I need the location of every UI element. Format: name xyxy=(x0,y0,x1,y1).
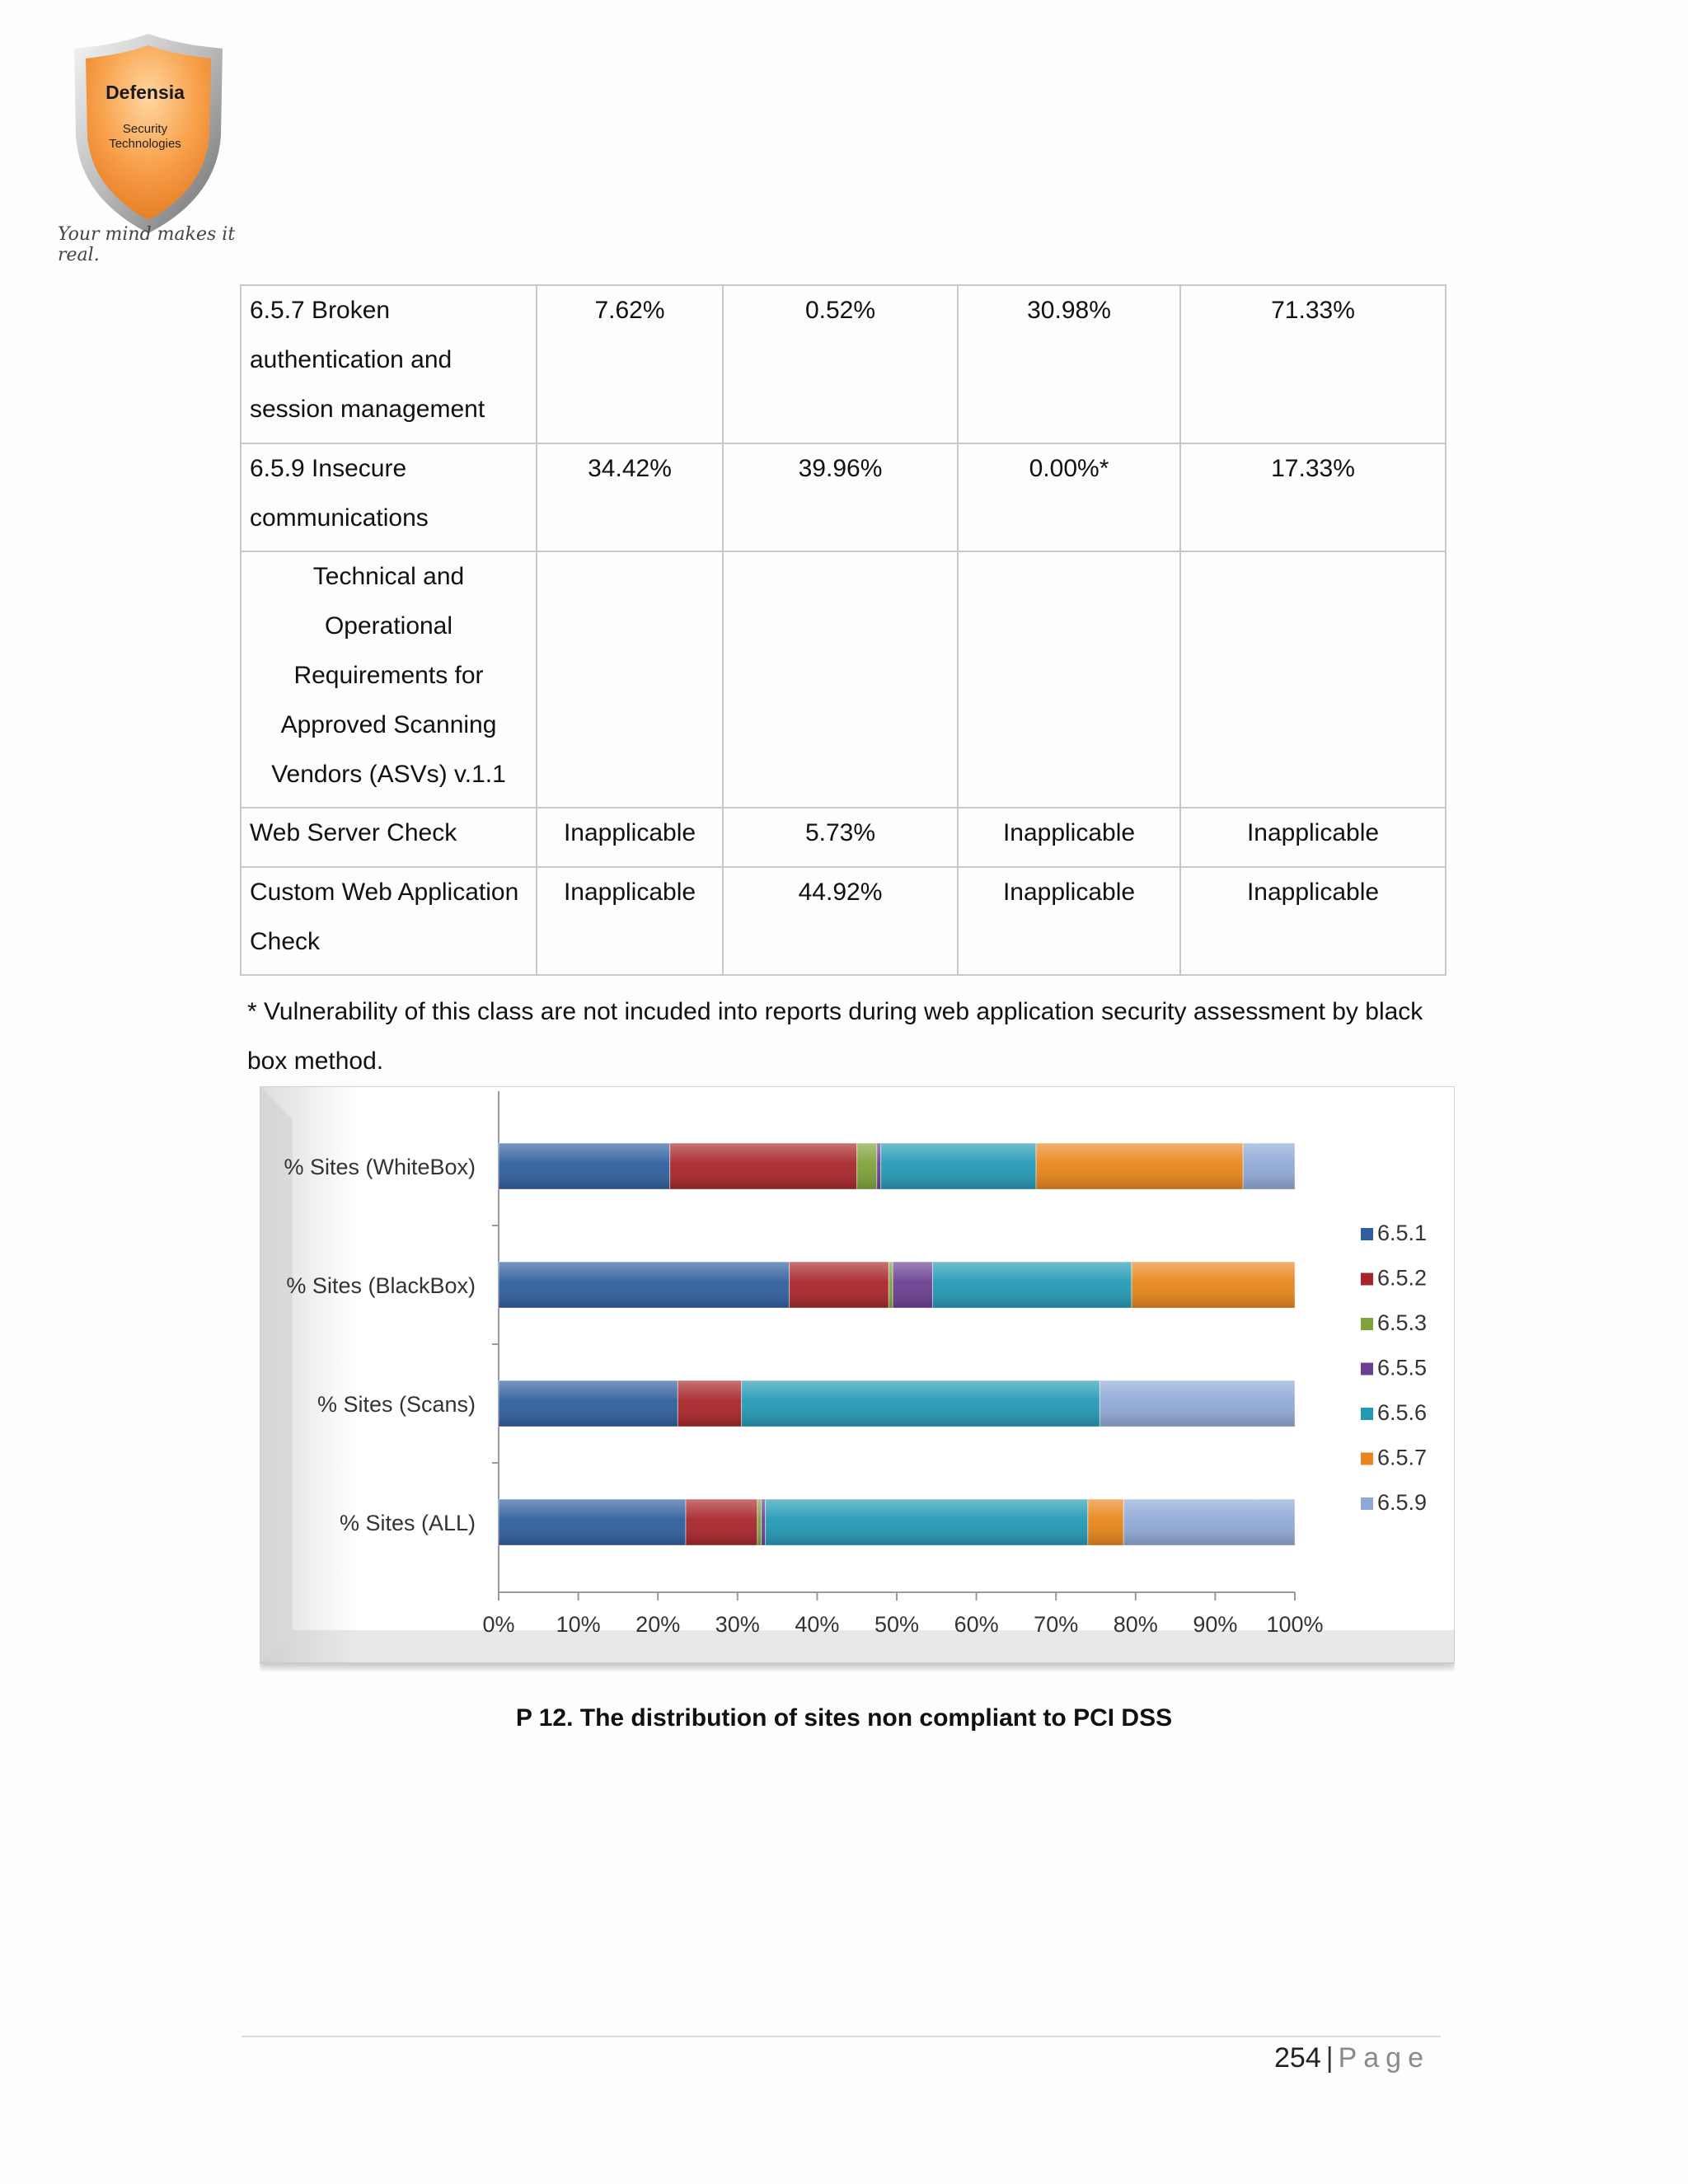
x-tick-label: 10% xyxy=(556,1612,601,1637)
table-cell xyxy=(537,551,723,808)
x-tick-label: 50% xyxy=(874,1612,920,1637)
x-tick-label: 90% xyxy=(1193,1612,1238,1637)
table-cell xyxy=(958,551,1180,808)
legend-label: 6.5.3 xyxy=(1377,1310,1428,1335)
x-tick-label: 80% xyxy=(1113,1612,1158,1637)
bar-segment-gloss xyxy=(762,1499,766,1545)
footer-divider xyxy=(241,2036,1441,2037)
table-cell: Inapplicable xyxy=(958,808,1180,867)
table-cell: 44.92% xyxy=(723,867,958,975)
table-section-heading: Technical and Operational Requirements for Approved Scanning Vendors (ASVs) v.1.1 xyxy=(241,551,537,808)
bar-segment-gloss xyxy=(1123,1499,1295,1545)
compliance-table xyxy=(240,284,1447,976)
company-tagline: Your mind makes it real. xyxy=(58,224,236,265)
bar-segment-gloss xyxy=(1036,1143,1243,1189)
legend-label: 6.5.5 xyxy=(1377,1355,1428,1380)
legend-swatch xyxy=(1361,1363,1373,1376)
x-tick-label: 20% xyxy=(635,1612,681,1637)
table-cell: Inapplicable xyxy=(1180,808,1446,867)
table-cell: 5.73% xyxy=(723,808,958,867)
table-footnote: * Vulnerability of this class are not incuded into reports during web application security assessment by black box method. xyxy=(247,998,1423,1075)
bar-segment-gloss xyxy=(1100,1380,1295,1427)
table-row xyxy=(241,867,1446,975)
table-cell: 34.42% xyxy=(537,443,723,551)
x-tick-label: 100% xyxy=(1266,1612,1324,1637)
bar-segment-gloss xyxy=(757,1499,762,1545)
figure-caption: P 12. The distribution of sites non compliant to PCI DSS xyxy=(515,1704,1173,1732)
bar-segment-gloss xyxy=(881,1143,1036,1189)
bar-segment-gloss xyxy=(499,1499,686,1545)
bar-segment-gloss xyxy=(742,1380,1100,1427)
x-tick-label: 70% xyxy=(1034,1612,1079,1637)
table-cell xyxy=(1180,551,1446,808)
legend-swatch xyxy=(1361,1318,1373,1330)
table-cell: 17.33% xyxy=(1180,443,1446,551)
legend-swatch xyxy=(1361,1453,1373,1465)
bar-segment-gloss xyxy=(932,1262,1132,1308)
y-category-label: % Sites (BlackBox) xyxy=(286,1273,476,1298)
legend-label: 6.5.2 xyxy=(1377,1265,1428,1291)
legend-label: 6.5.7 xyxy=(1377,1445,1428,1470)
bar-segment-gloss xyxy=(499,1380,678,1427)
bar-segment-gloss xyxy=(766,1499,1088,1545)
table-row-label: 6.5.7 Broken authentication and session management xyxy=(241,285,537,443)
table-cell: 39.96% xyxy=(723,443,958,551)
table-cell: Inapplicable xyxy=(537,867,723,975)
table-row-label: Web Server Check xyxy=(241,808,537,867)
legend-swatch xyxy=(1361,1497,1373,1510)
logo-subtitle-2: Technologies xyxy=(109,137,181,151)
company-logo xyxy=(58,29,239,255)
legend-swatch xyxy=(1361,1273,1373,1286)
y-category-label: % Sites (ALL) xyxy=(339,1511,476,1535)
table-cell: 0.52% xyxy=(723,285,958,443)
bar-segment-gloss xyxy=(1132,1262,1295,1308)
bar-segment-gloss xyxy=(889,1262,893,1308)
table-row xyxy=(241,285,1446,443)
page-number: 254 xyxy=(1274,2042,1321,2074)
legend-label: 6.5.6 xyxy=(1377,1400,1428,1425)
table-cell: Inapplicable xyxy=(958,867,1180,975)
footer-separator: | xyxy=(1325,2042,1334,2074)
table-row-label: Custom Web Application Check xyxy=(241,867,537,975)
legend-label: 6.5.1 xyxy=(1377,1221,1428,1245)
table-row xyxy=(241,443,1446,551)
bar-segment-gloss xyxy=(686,1499,757,1545)
bar-segment-gloss xyxy=(1243,1143,1295,1189)
x-tick-label: 30% xyxy=(715,1612,760,1637)
legend-swatch xyxy=(1361,1228,1373,1240)
y-category-label: % Sites (WhiteBox) xyxy=(284,1155,476,1179)
table-row xyxy=(241,808,1446,867)
bar-segment-gloss xyxy=(1088,1499,1123,1545)
bar-segment-gloss xyxy=(678,1380,741,1427)
logo-subtitle-1: Security xyxy=(122,122,168,136)
stacked-bar-chart xyxy=(260,1086,1455,1671)
bar-segment-gloss xyxy=(893,1262,932,1308)
x-tick-label: 40% xyxy=(795,1612,840,1637)
page-word: Page xyxy=(1338,2042,1430,2074)
logo-name: Defensia xyxy=(106,82,185,103)
table-cell: Inapplicable xyxy=(537,808,723,867)
bar-segment-gloss xyxy=(670,1143,857,1189)
table-cell: 7.62% xyxy=(537,285,723,443)
bar-segment-gloss xyxy=(790,1262,889,1308)
bar-segment-gloss xyxy=(877,1143,881,1189)
table-cell: Inapplicable xyxy=(1180,867,1446,975)
table-cell xyxy=(723,551,958,808)
table-cell: 30.98% xyxy=(958,285,1180,443)
table-cell: 0.00%* xyxy=(958,443,1180,551)
table-row xyxy=(241,551,1446,808)
x-tick-label: 60% xyxy=(954,1612,999,1637)
x-tick-label: 0% xyxy=(482,1612,515,1637)
bar-segment-gloss xyxy=(499,1143,670,1189)
table-cell: 71.33% xyxy=(1180,285,1446,443)
page-footer xyxy=(1274,2042,1430,2074)
y-category-label: % Sites (Scans) xyxy=(316,1392,476,1417)
legend-swatch xyxy=(1361,1408,1373,1420)
legend-label: 6.5.9 xyxy=(1377,1490,1428,1515)
bar-segment-gloss xyxy=(499,1262,790,1308)
bar-segment-gloss xyxy=(857,1143,877,1189)
table-row-label: 6.5.9 Insecure communications xyxy=(241,443,537,551)
